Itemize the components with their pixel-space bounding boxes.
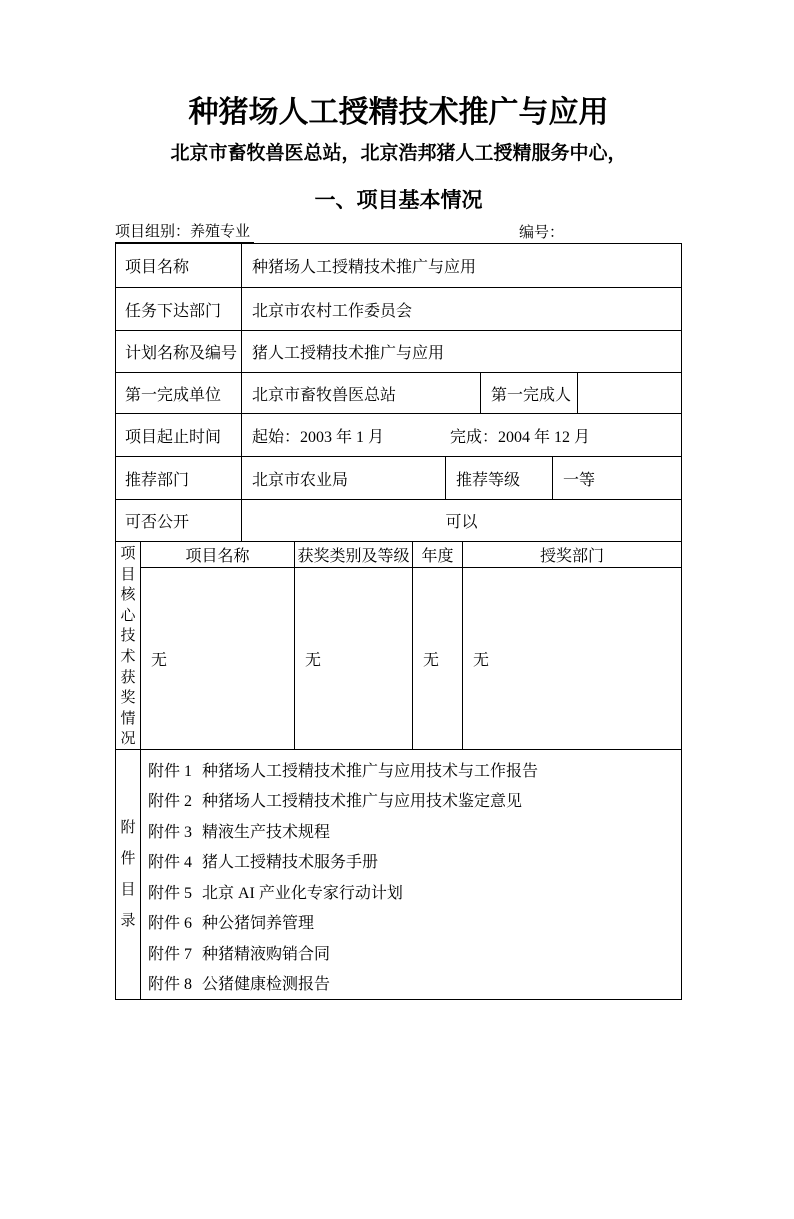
row-value	[241, 414, 681, 456]
awards-header-row	[141, 542, 681, 568]
attachment-title: 种猪场人工授精技术推广与应用技术与工作报告	[202, 762, 539, 780]
attachment-no: 附件 8	[148, 976, 193, 994]
row-label: 项目起止时间	[125, 428, 222, 446]
attachment-title: 公猪健康检测报告	[202, 976, 331, 994]
attachment-no: 附件 5	[148, 884, 193, 902]
attachment-item	[148, 785, 681, 816]
attachment-no: 附件 2	[148, 793, 193, 811]
doc-number-label: 编号：	[518, 225, 564, 241]
row-value: 猪人工授精技术推广与应用	[241, 331, 681, 372]
row-project-name	[116, 244, 681, 287]
section-heading: 一、项目基本情况	[314, 189, 483, 212]
awards-table	[140, 542, 681, 749]
row-plan-name	[116, 330, 681, 372]
row-value: 北京市农业局	[241, 457, 445, 499]
award-col-header: 年度	[412, 542, 462, 567]
attachment-item	[148, 754, 681, 785]
award-col-header: 项目名称	[185, 548, 250, 565]
award-col-header: 获奖类别及等级	[294, 542, 412, 567]
attachment-no: 附件 4	[148, 854, 193, 872]
form-table	[115, 243, 682, 1000]
row-public	[116, 499, 681, 541]
row-value: 北京市农村工作委员会	[241, 288, 681, 330]
row-recommend	[116, 456, 681, 499]
attachments-side-label: 附件目录	[120, 819, 136, 929]
attachment-no: 附件 7	[148, 945, 193, 963]
row-label: 推荐部门	[125, 471, 190, 489]
attachment-no: 附件 3	[148, 823, 193, 841]
attachment-item	[148, 815, 681, 846]
attachment-item	[148, 968, 681, 999]
row-attachments	[116, 749, 681, 999]
attachment-item	[148, 876, 681, 907]
attachments-side-cell	[116, 750, 140, 999]
attachment-no: 附件 1	[148, 762, 193, 780]
attachments-list	[140, 750, 681, 999]
award-cell: 无	[462, 568, 681, 749]
duration-end: 完成：2004 年 12 月	[450, 428, 591, 446]
doc-subtitle: 北京市畜牧兽医总站，北京浩邦猪人工授精服务中心，	[170, 143, 627, 164]
row-value: 种猪场人工授精技术推广与应用	[241, 244, 681, 287]
row-value: 北京市畜牧兽医总站	[241, 373, 480, 413]
row-task-department	[116, 287, 681, 330]
row-label: 第一完成单位	[125, 386, 222, 404]
award-cell: 无	[151, 652, 168, 669]
awards-side-label: 项目核心技术获奖情况	[120, 546, 136, 748]
row-first-unit	[116, 372, 681, 413]
row-label: 项目名称	[125, 259, 190, 276]
row-value-secondary: 一等	[552, 457, 681, 499]
doc-title: 种猪场人工授精技术推广与应用	[188, 96, 609, 129]
meta-row	[115, 221, 682, 243]
attachment-title: 种猪精液购销合同	[202, 945, 331, 963]
attachment-item	[148, 937, 681, 968]
attachment-title: 精液生产技术规程	[202, 823, 331, 841]
award-cell: 无	[294, 568, 412, 749]
attachment-title: 北京 AI 产业化专家行动计划	[202, 884, 403, 902]
award-col-header: 授奖部门	[462, 542, 681, 567]
row-label: 任务下达部门	[125, 302, 222, 320]
row-value: 可以	[241, 500, 681, 541]
attachment-item	[148, 907, 681, 938]
attachment-title: 种公猪饲养管理	[202, 915, 315, 933]
row-value-secondary	[577, 373, 681, 413]
awards-side-cell	[116, 542, 140, 749]
project-group-label: 项目组别：养殖专业	[115, 222, 254, 243]
row-duration	[116, 413, 681, 456]
duration-start: 起始：2003 年 1 月	[252, 428, 385, 446]
attachment-item	[148, 846, 681, 877]
attachment-no: 附件 6	[148, 915, 193, 933]
row-label-secondary: 推荐等级	[445, 457, 552, 499]
row-label-secondary: 第一完成人	[480, 373, 577, 413]
row-label: 计划名称及编号	[125, 345, 238, 362]
page	[115, 96, 682, 1000]
award-cell: 无	[412, 568, 462, 749]
attachment-title: 种猪场人工授精技术推广与应用技术鉴定意见	[202, 793, 523, 811]
awards-data-row	[141, 568, 681, 749]
attachment-title: 猪人工授精技术服务手册	[202, 854, 379, 872]
row-awards	[116, 541, 681, 749]
row-label: 可否公开	[125, 514, 190, 531]
